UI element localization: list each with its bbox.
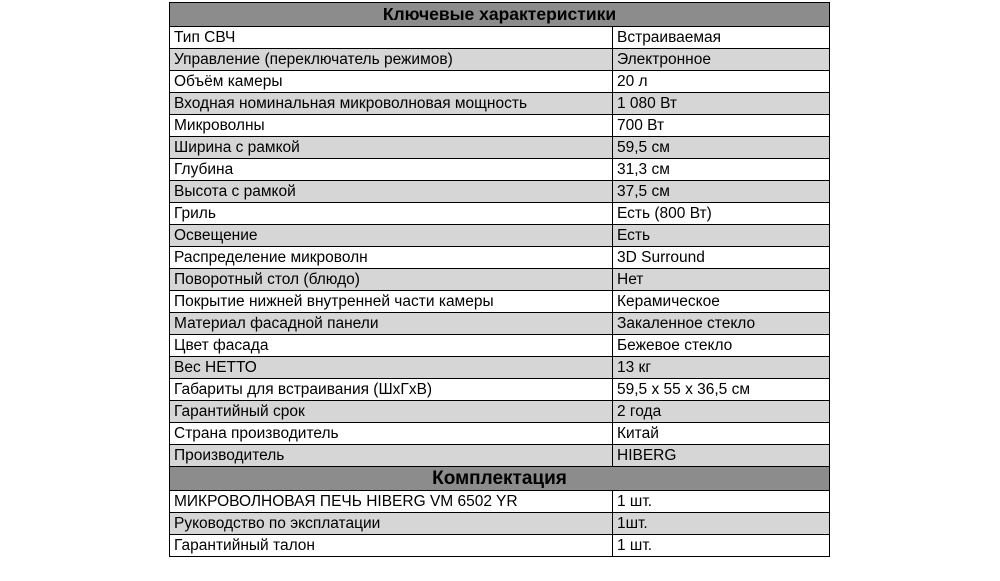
spec-label: Гриль xyxy=(170,203,613,225)
spec-value: 3D Surround xyxy=(613,247,830,269)
spec-value: Китай xyxy=(613,423,830,445)
spec-value: 13 кг xyxy=(613,357,830,379)
spec-value: HIBERG xyxy=(613,445,830,467)
section-title: Комплектация xyxy=(170,467,830,491)
spec-value: 700 Вт xyxy=(613,115,830,137)
kit-item-quantity: 1шт. xyxy=(613,513,830,535)
kit-item-label: МИКРОВОЛНОВАЯ ПЕЧЬ HIBERG VM 6502 YR xyxy=(170,491,613,513)
table-row xyxy=(170,71,830,93)
table-row xyxy=(170,513,830,535)
table-row xyxy=(170,423,830,445)
table-row xyxy=(170,225,830,247)
spec-value: Керамическое xyxy=(613,291,830,313)
table-row xyxy=(170,203,830,225)
table-row xyxy=(170,247,830,269)
kit-item-quantity: 1 шт. xyxy=(613,535,830,557)
spec-value: 1 080 Вт xyxy=(613,93,830,115)
spec-table xyxy=(169,2,830,557)
table-row xyxy=(170,379,830,401)
table-row xyxy=(170,115,830,137)
spec-label: Поворотный стол (блюдо) xyxy=(170,269,613,291)
spec-value: Бежевое стекло xyxy=(613,335,830,357)
table-row xyxy=(170,93,830,115)
spec-value: 59,5 х 55 х 36,5 см xyxy=(613,379,830,401)
spec-value: Встраиваемая xyxy=(613,27,830,49)
section-header-kit xyxy=(170,467,830,491)
table-row xyxy=(170,445,830,467)
spec-value: 31,3 см xyxy=(613,159,830,181)
table-row xyxy=(170,335,830,357)
kit-item-quantity: 1 шт. xyxy=(613,491,830,513)
spec-label: Высота с рамкой xyxy=(170,181,613,203)
spec-value: 2 года xyxy=(613,401,830,423)
spec-label: Материал фасадной панели xyxy=(170,313,613,335)
spec-label: Тип СВЧ xyxy=(170,27,613,49)
spec-label: Цвет фасада xyxy=(170,335,613,357)
table-row xyxy=(170,181,830,203)
spec-label: Микроволны xyxy=(170,115,613,137)
table-row xyxy=(170,313,830,335)
table-row xyxy=(170,159,830,181)
table-row xyxy=(170,49,830,71)
spec-value: Есть xyxy=(613,225,830,247)
kit-item-label: Гарантийный талон xyxy=(170,535,613,557)
spec-value: Закаленное стекло xyxy=(613,313,830,335)
table-row xyxy=(170,137,830,159)
spec-label: Объём камеры xyxy=(170,71,613,93)
spec-label: Входная номинальная микроволновая мощность xyxy=(170,93,613,115)
kit-item-label: Руководство по эксплатации xyxy=(170,513,613,535)
spec-value: Нет xyxy=(613,269,830,291)
table-row xyxy=(170,535,830,557)
spec-label: Вес НЕТТО xyxy=(170,357,613,379)
spec-label: Управление (переключатель режимов) xyxy=(170,49,613,71)
spec-label: Распределение микроволн xyxy=(170,247,613,269)
spec-value: 59,5 см xyxy=(613,137,830,159)
table-row xyxy=(170,291,830,313)
spec-label: Производитель xyxy=(170,445,613,467)
table-row xyxy=(170,27,830,49)
section-header-key-specs xyxy=(170,3,830,27)
spec-value: 20 л xyxy=(613,71,830,93)
spec-label: Глубина xyxy=(170,159,613,181)
spec-label: Освещение xyxy=(170,225,613,247)
table-row xyxy=(170,269,830,291)
spec-value: Электронное xyxy=(613,49,830,71)
table-row xyxy=(170,401,830,423)
spec-label: Габариты для встраивания (ШхГхВ) xyxy=(170,379,613,401)
spec-label: Гарантийный срок xyxy=(170,401,613,423)
spec-label: Ширина с рамкой xyxy=(170,137,613,159)
spec-value: 37,5 см xyxy=(613,181,830,203)
spec-label: Покрытие нижней внутренней части камеры xyxy=(170,291,613,313)
spec-value: Есть (800 Вт) xyxy=(613,203,830,225)
table-row xyxy=(170,357,830,379)
spec-label: Страна производитель xyxy=(170,423,613,445)
table-row xyxy=(170,491,830,513)
section-title: Ключевые характеристики xyxy=(170,3,830,27)
